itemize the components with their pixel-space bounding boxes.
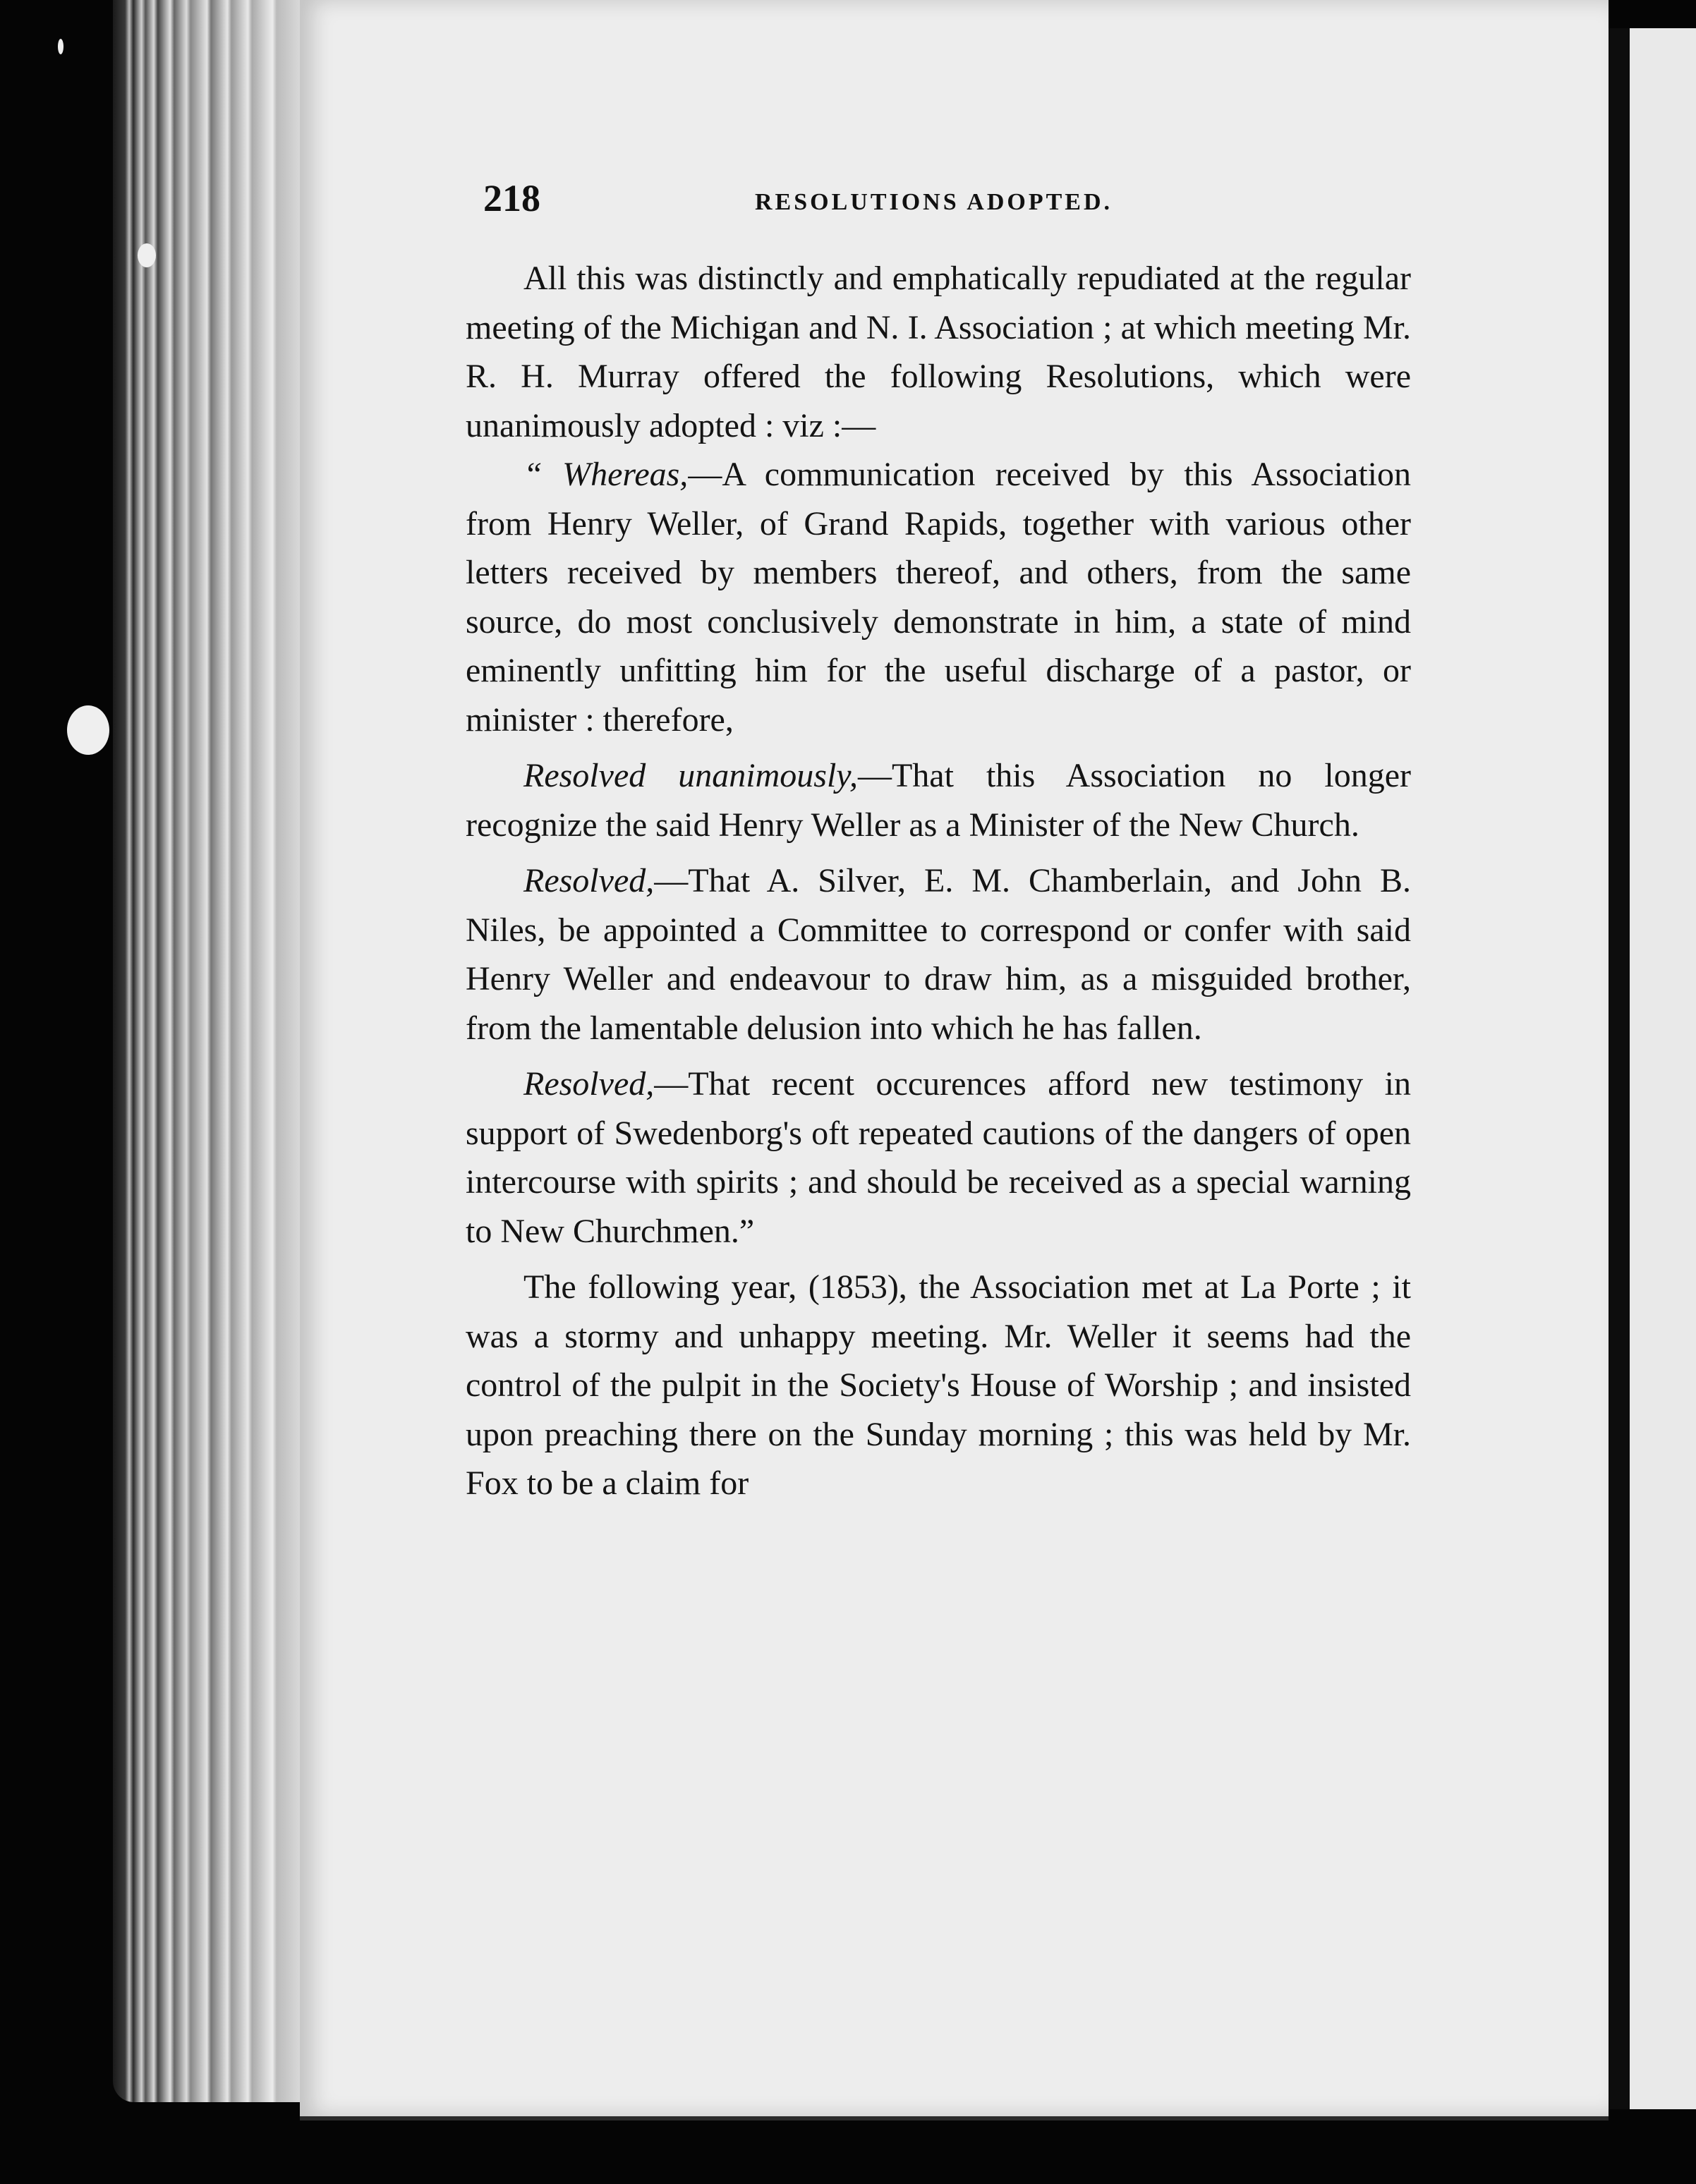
scan-speck bbox=[67, 705, 109, 755]
paragraph-text: All this was distinctly and emphatically repudiated at the regular meeting of the Michigan and N. I. Association ; at which meeting Mr. R. H. Murray offered the following Resolutions, which were unanimously adopted : viz :— bbox=[466, 260, 1411, 444]
paragraph-text: —A communication received by this Association from Henry Weller, of Grand Rapids, together with various other letters received by members thereof, and others, from the same source, do most conclusively demonstrate in him, a state of mind eminently unfitting him for the useful discharge of a pastor, or minister : therefore, bbox=[466, 456, 1411, 739]
page-gutter-shadow bbox=[1609, 28, 1630, 2109]
paragraph-text: —That A. Silver, E. M. Chamberlain, and John B. Niles, be appointed a Committee to correspond or confer with said Henry Weller and endeavour to draw him, as a misguided brother, from the lamentable delusion into which he has fallen. bbox=[466, 862, 1411, 1047]
scan-speck bbox=[58, 39, 63, 54]
scan-speck bbox=[138, 243, 156, 267]
paragraph-text: —That this Association no longer recognize the said Henry Weller as a Minister of the New Church. bbox=[466, 757, 1411, 844]
paragraph bbox=[466, 1263, 1411, 1508]
page-number: 218 bbox=[483, 177, 540, 219]
paragraph bbox=[466, 1060, 1411, 1256]
paragraph bbox=[466, 254, 1411, 450]
paragraph-lead: Resolved unanimously, bbox=[523, 757, 858, 794]
paragraph bbox=[466, 751, 1411, 849]
facing-page-edge bbox=[1630, 28, 1696, 2109]
paragraph-text: —That recent occurences afford new testimony in support of Swedenborg's oft repeated cautions of the dangers of open intercourse with spirits ; and should be received as a special warning to New Churchmen.” bbox=[466, 1065, 1411, 1250]
paragraph-lead: “ Whereas, bbox=[523, 456, 689, 493]
paragraph-lead: Resolved, bbox=[523, 1065, 655, 1103]
running-head bbox=[483, 169, 1415, 226]
paragraph bbox=[466, 856, 1411, 1052]
paragraph bbox=[466, 450, 1411, 744]
paragraph-text: The following year, (1853), the Association met at La Porte ; it was a stormy and unhappy meeting. Mr. Weller it seems had the control of the pulpit in the Society's House of Worship ; and insisted upon preaching there on the Sunday morning ; this was held by Mr. Fox to be a claim for bbox=[466, 1268, 1411, 1502]
paragraph-lead: Resolved, bbox=[523, 862, 655, 899]
book-page-edges bbox=[113, 0, 317, 2102]
running-head-title: RESOLUTIONS ADOPTED. bbox=[755, 189, 1113, 215]
body-text bbox=[466, 254, 1411, 1508]
